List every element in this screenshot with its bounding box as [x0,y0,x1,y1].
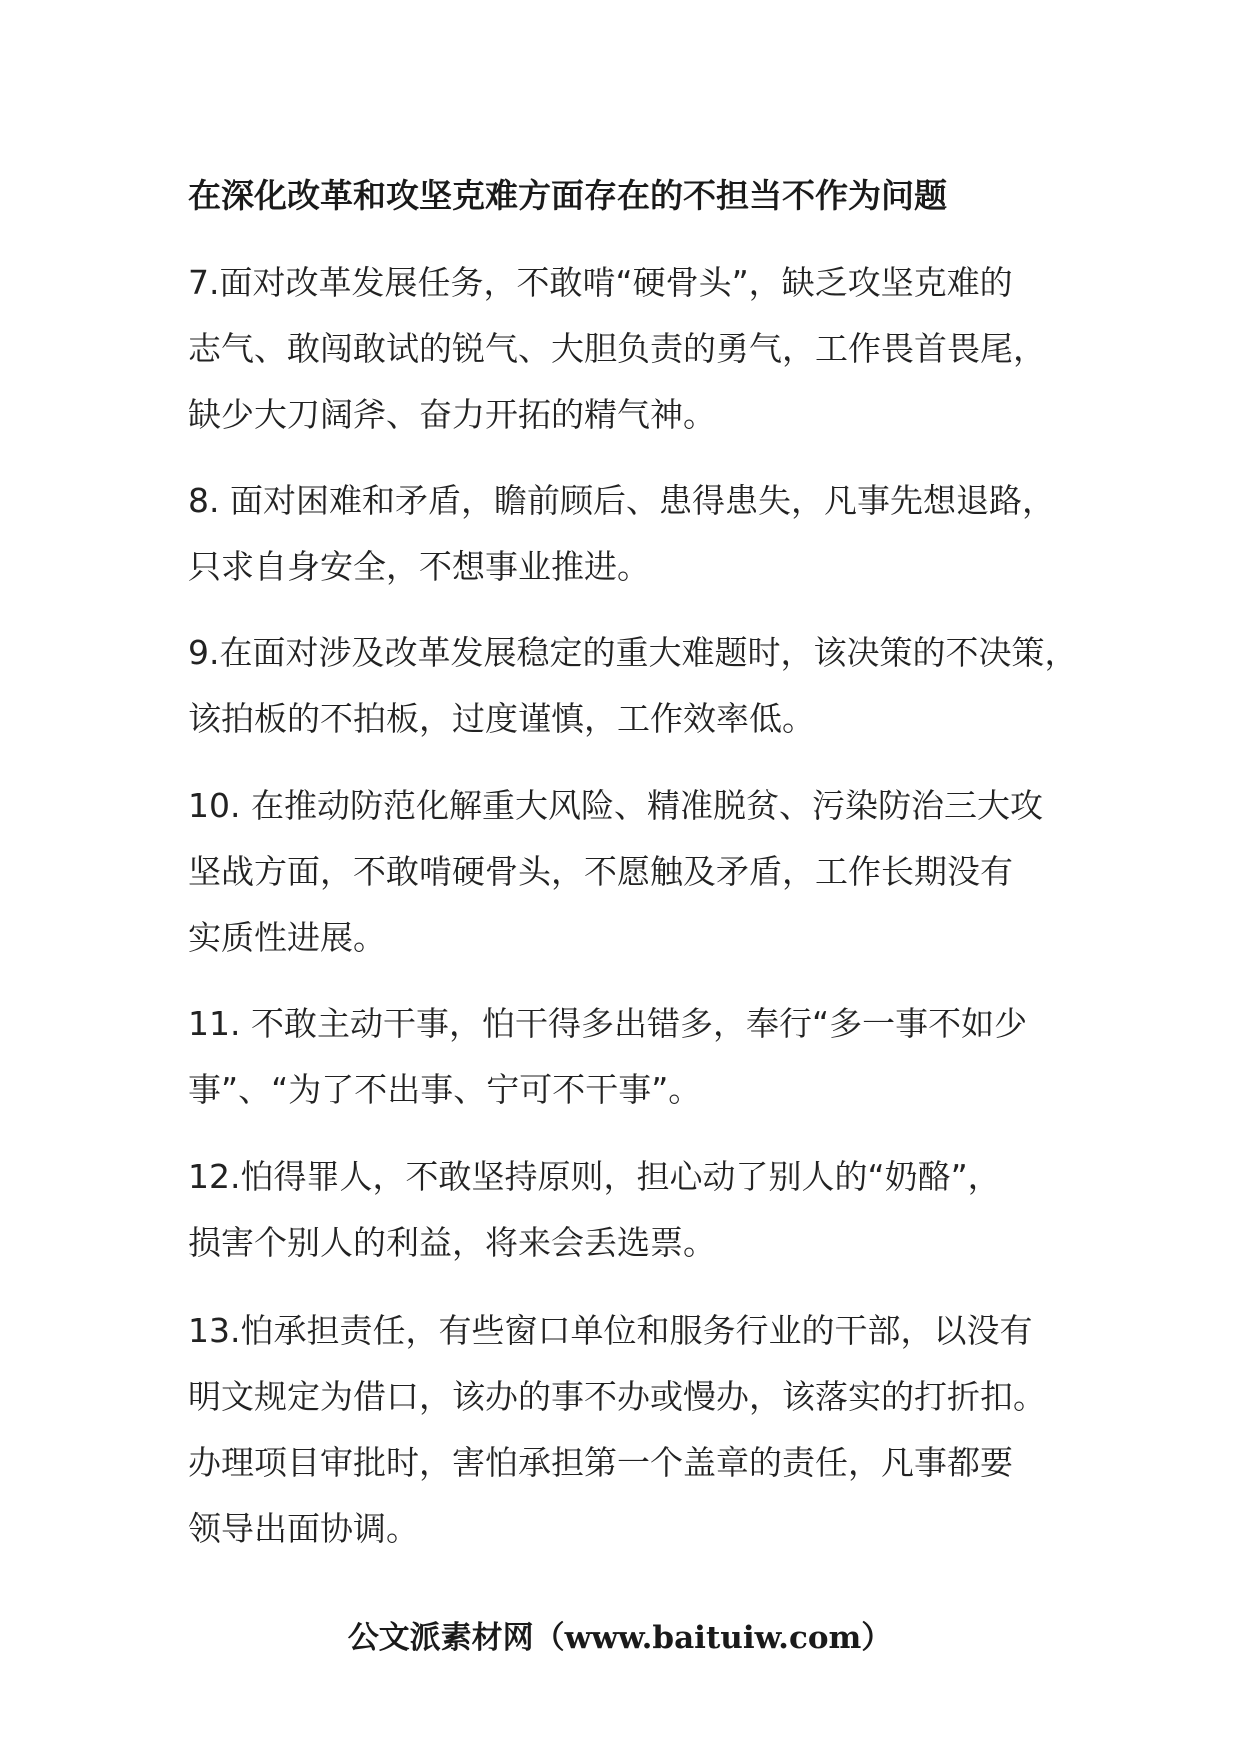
list-item-8 [188,468,1088,600]
list-item-13 [188,1298,1088,1562]
paragraph-line: 事”、“为了不出事、宁可不干事”。 [188,1070,702,1109]
paragraph-line: 办理项目审批时，害怕承担第一个盖章的责任，凡事都要 [188,1443,1013,1482]
paragraph-line: 7.面对改革发展任务，不敢啃“硬骨头”，缺乏攻坚克难的 [188,263,1013,302]
paragraph-line: 该拍板的不拍板，过度谨慎，工作效率低。 [188,699,815,738]
paragraph-line: 损害个别人的利益，将来会丢选票。 [188,1223,716,1262]
paragraph-line: 11. 不敢主动干事，怕干得多出错多，奉行“多一事不如少 [188,1004,1028,1043]
paragraph-line: 12.怕得罪人，不敢坚持原则，担心动了别人的“奶酪”， [188,1157,1001,1196]
paragraph-line: 只求自身安全，不想事业推进。 [188,547,650,586]
paragraph-line: 志气、敢闯敢试的锐气、大胆负责的勇气，工作畏首畏尾， [188,329,1046,368]
paragraph-line: 明文规定为借口，该办的事不办或慢办，该落实的打折扣。 [188,1377,1046,1416]
paragraph-line: 13.怕承担责任，有些窗口单位和服务行业的干部，以没有 [188,1311,1033,1350]
paragraph-line: 实质性进展。 [188,918,386,957]
paragraph-line: 领导出面协调。 [188,1509,419,1548]
list-item-9 [188,620,1088,752]
paragraph-line: 9.在面对涉及改革发展稳定的重大难题时，该决策的不决策， [188,633,1078,672]
paragraph-line: 8. 面对困难和矛盾，瞻前顾后、患得患失，凡事先想退路， [188,481,1055,520]
watermark-footer: 公文派素材网（www.baituiw.com） [347,1620,893,1656]
paragraph-line: 10. 在推动防范化解重大风险、精准脱贫、污染防治三大攻 [188,786,1043,825]
list-item-11 [188,991,1088,1123]
list-item-10 [188,773,1088,971]
section-heading: 在深化改革和攻坚克难方面存在的不担当不作为问题 [188,176,947,215]
paragraph-line: 坚战方面，不敢啃硬骨头，不愿触及矛盾，工作长期没有 [188,852,1013,891]
list-item-7 [188,250,1088,448]
list-item-12 [188,1144,1088,1276]
paragraph-line: 缺少大刀阔斧、奋力开拓的精气神。 [188,395,716,434]
